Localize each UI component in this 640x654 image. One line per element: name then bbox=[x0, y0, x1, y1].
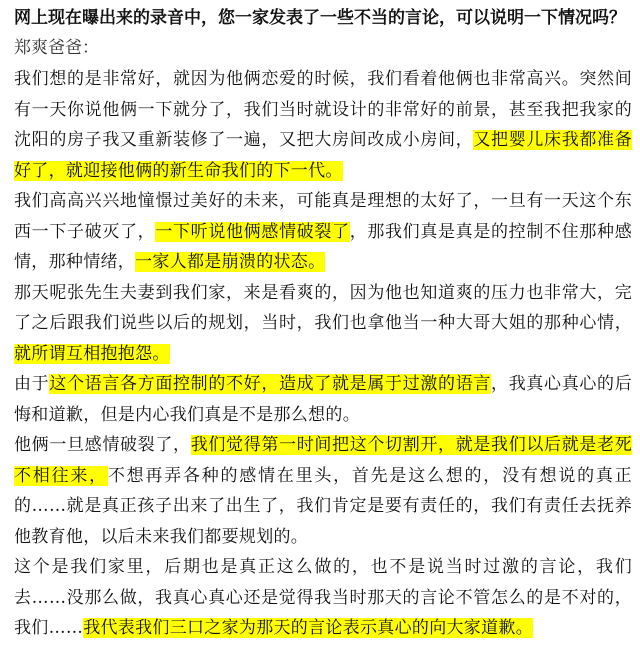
statement-paragraph bbox=[14, 64, 632, 186]
paragraph-text: 我们想的是非常好，就因为他俩恋爱的时候，我们看着他俩也非常高兴。突然间有一天你说他俩一下就分了，我们当时就设计的非常好的前景，甚至我把我家的沈阳的房子我又重新装修了一遍，又把大房间改成小房间， bbox=[14, 69, 632, 150]
speaker-label: 郑爽爸爸： bbox=[14, 38, 99, 58]
paragraph-text: ，那我们真是真是的控制不住那种感情，那种情绪， bbox=[14, 221, 632, 272]
highlighted-text: 一家人都是崩溃的状态。 bbox=[135, 252, 326, 272]
highlighted-text: 就所谓互相抱抱怨。 bbox=[14, 343, 170, 364]
paragraph-text: 不想再弄各种的感情在里头，首先是这么想的，没有想说的真正的……就是真正孩子出来了出生了，我们肯定是要有责任的，我们有责任去抚养他教育他，以后未来我们都要规划的。 bbox=[14, 465, 632, 547]
paragraph-text: 那天呢张先生夫妻到我们家，来是看爽的，因为他也知道爽的压力也非常大，完了之后跟我们说些以后的规划，当时，我们也拿他当一种大哥大姐的那种心情， bbox=[14, 282, 632, 333]
highlighted-text: 这个语言各方面控制的不好，造成了就是属于过激的语言 bbox=[49, 374, 492, 394]
highlighted-text: 我们觉得第一时间把这个切割开，就是我们以后就是老死不相往来， bbox=[14, 435, 633, 486]
paragraph-text: 由于 bbox=[14, 374, 50, 394]
statement-paragraph bbox=[14, 278, 632, 370]
paragraph-text: 他俩一旦感情破裂了， bbox=[14, 435, 191, 455]
paragraph-text: 这个是我们家里，后期也是真正这么做的，也不是说当时过激的言论，我们去……没那么做，我真心真心还是觉得我当时那天的言论不管怎么的是不对的，我们…… bbox=[14, 557, 632, 638]
statement-body bbox=[14, 64, 632, 644]
statement-paragraph bbox=[14, 186, 632, 278]
statement-paragraph bbox=[14, 552, 632, 644]
highlighted-text: 我代表我们三口之家为那天的言论表示真心的向大家道歉。 bbox=[83, 618, 534, 638]
interview-question: 网上现在曝出来的录音中，您一家发表了一些不当的言论，可以说明一下情况吗？ bbox=[14, 8, 626, 28]
highlighted-text: 一下听说他俩感情破裂了 bbox=[155, 221, 350, 242]
statement-paragraph bbox=[14, 430, 632, 552]
statement-paragraph bbox=[14, 369, 632, 430]
highlighted-text: 又把婴儿床我都准备好了，就迎接他俩的新生命我们的下一代。 bbox=[14, 130, 632, 181]
paragraph-text: ，我真心真心的后悔和道歉，但是内心我们真是不是那么想的。 bbox=[14, 374, 633, 425]
paragraph-text: 我们高高兴兴地憧憬过美好的未来，可能真是理想的太好了，一旦有一天这个东西一下子破灭了， bbox=[14, 191, 632, 242]
